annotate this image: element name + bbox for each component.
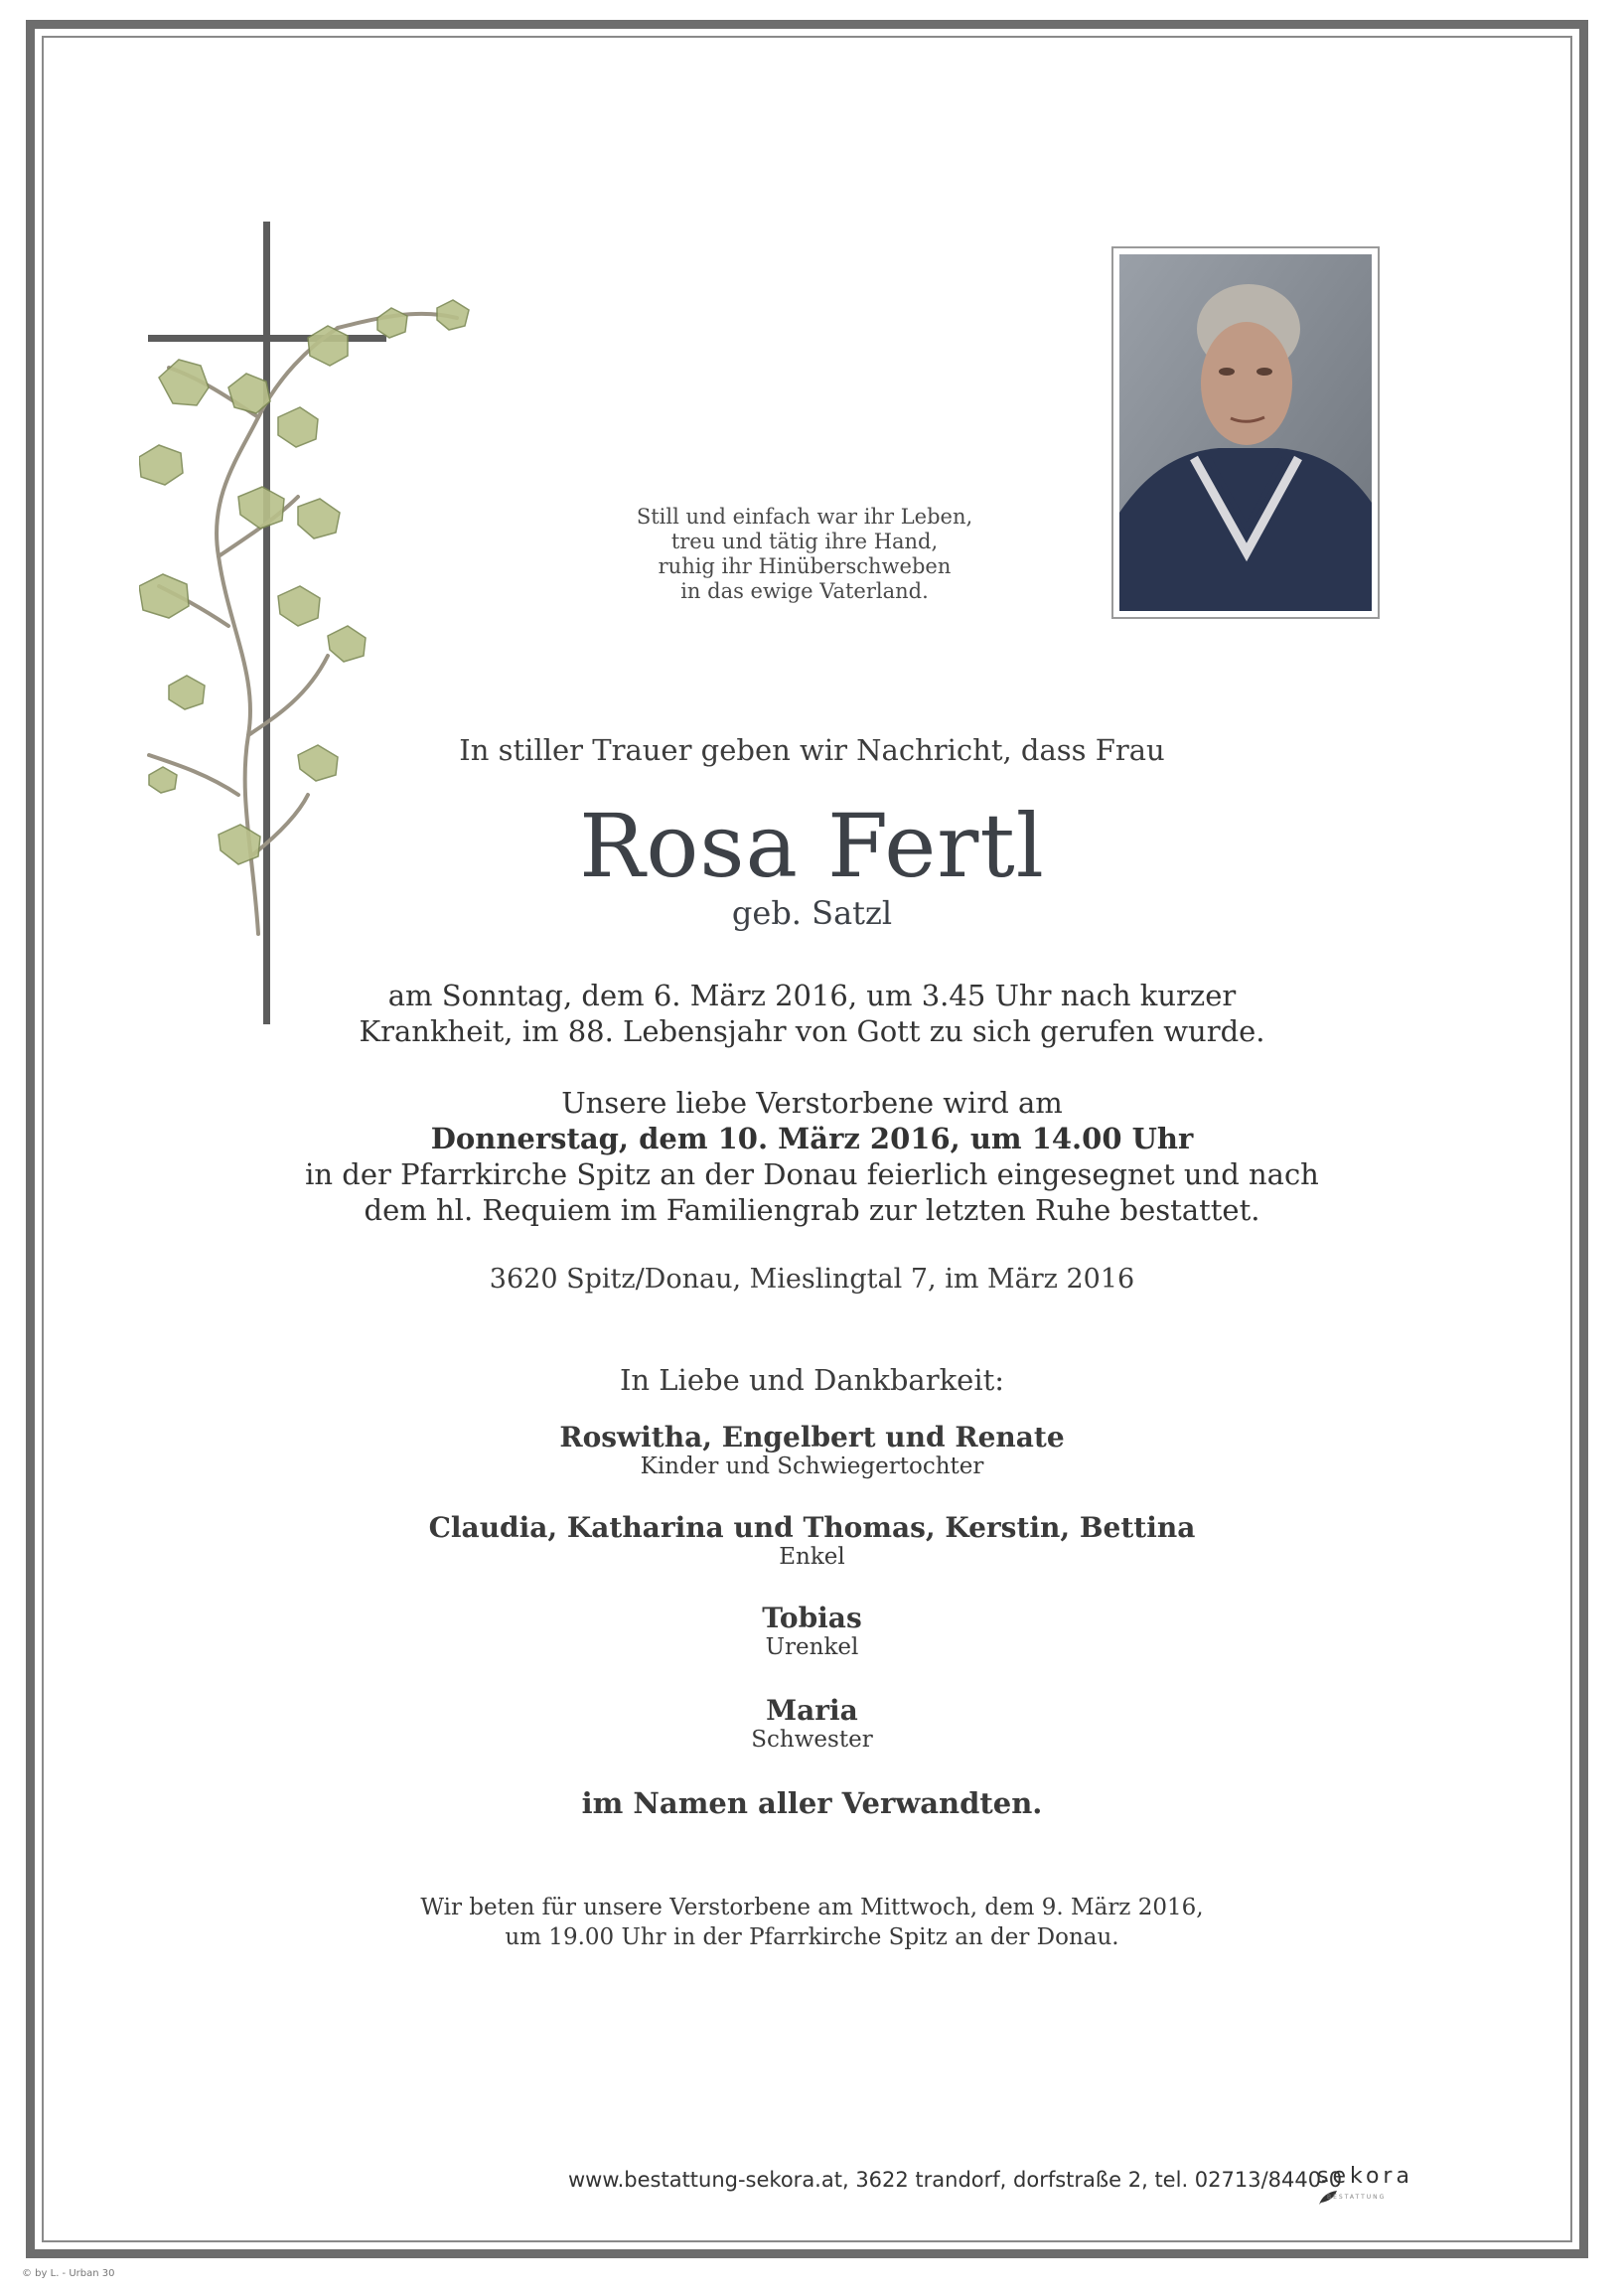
deceased-name: Rosa Fertl [579,795,1045,897]
mourner-group [0,1421,1624,1479]
logo-subtitle: BESTATTUNG [1327,2194,1387,2201]
verse-line: ruhig ihr Hinüberschweben [658,554,952,578]
intro-text: In stiller Trauer geben wir Nachricht, dass Frau [459,733,1165,767]
funeral-notice [0,1085,1624,1228]
mourner-role: Enkel [779,1544,845,1570]
portrait-photo [1119,254,1372,611]
funeral-line: in der Pfarrkirche Spitz an der Donau feierlich eingesegnet und nach [305,1157,1319,1191]
credit-text: © by L. - Urban 30 [22,2268,115,2279]
verse-line: Still und einfach war ihr Leben, [636,505,973,529]
mourner-group [0,1694,1624,1753]
verse-line: treu und tätig ihre Hand, [670,530,939,553]
prayer-line: Wir beten für unsere Verstorbene am Mittwoch, dem 9. März 2016, [420,1895,1204,1920]
mourners-heading: In Liebe und Dankbarkeit: [619,1363,1005,1397]
verse-line: in das ewige Vaterland. [680,579,929,603]
mourner-names: Claudia, Katharina und Thomas, Kerstin, Bettina [428,1511,1196,1544]
mourner-names: Roswitha, Engelbert und Renate [559,1421,1065,1454]
funeral-line: Unsere liebe Verstorbene wird am [561,1086,1063,1120]
mourner-role: Schwester [751,1727,873,1753]
mourner-role: Urenkel [765,1634,859,1660]
maiden-name: geb. Satzl [731,894,893,932]
death-notice-line: am Sonntag, dem 6. März 2016, um 3.45 Uhr nach kurzer [387,979,1237,1012]
death-notice-line: Krankheit, im 88. Lebensjahr von Gott zu sich gerufen wurde. [359,1014,1265,1048]
death-notice [0,978,1624,1049]
mourner-role: Kinder und Schwiegertochter [640,1454,984,1479]
portrait-frame [1111,246,1380,619]
mourner-group [0,1511,1624,1570]
prayer-line: um 19.00 Uhr in der Pfarrkirche Spitz an der Donau. [505,1924,1119,1950]
logo-text: sekora [1317,2164,1413,2189]
mourner-names: Maria [766,1694,858,1727]
footer-contact: www.bestattung-sekora.at, 3622 trandorf, dorfstraße 2, tel. 02713/8440-0 [568,2168,1343,2192]
prayer-notice [0,1893,1624,1952]
all-relatives: im Namen aller Verwandten. [581,1786,1043,1820]
mourner-names: Tobias [762,1602,862,1634]
funeral-line: dem hl. Requiem im Familiengrab zur letzten Ruhe bestattet. [364,1193,1260,1227]
place-date: 3620 Spitz/Donau, Mieslingtal 7, im März 2016 [489,1264,1135,1295]
funeral-date: Donnerstag, dem 10. März 2016, um 14.00 Uhr [430,1122,1194,1155]
memorial-verse [556,505,1053,604]
mourner-group [0,1602,1624,1660]
